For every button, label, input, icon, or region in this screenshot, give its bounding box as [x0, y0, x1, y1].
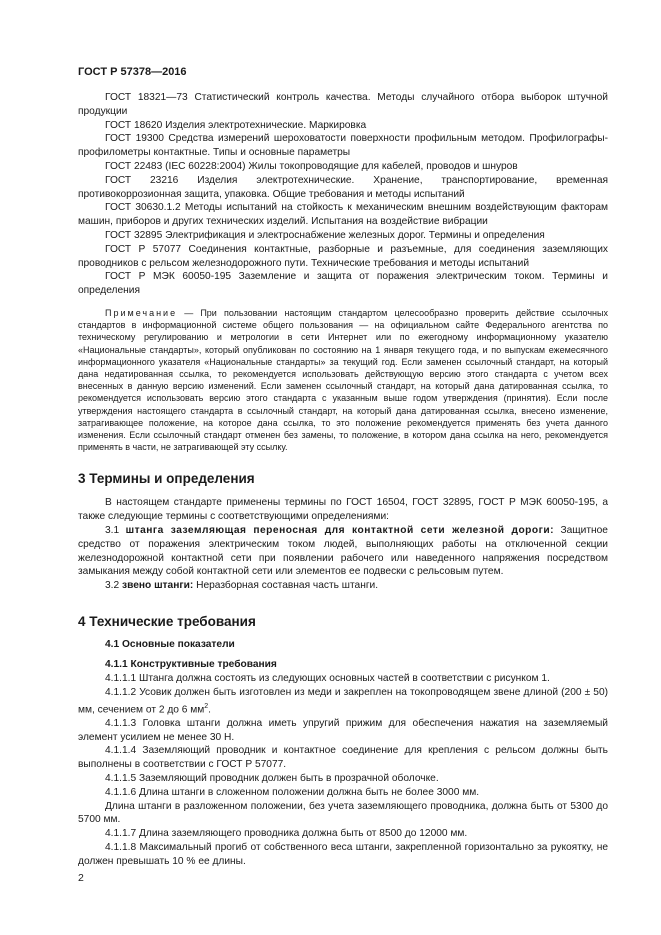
reference-item: ГОСТ 23216 Изделия электротехнические. Хранение, транспортирование, временная противокоррозионная защита, упаковка. Общие требования и методы испытаний	[78, 174, 608, 200]
clause-4-1-1-7: 4.1.1.7 Длина заземляющего проводника должна быть от 8500 до 12000 мм.	[105, 828, 468, 840]
section-4-title: 4 Технические требования	[78, 613, 256, 629]
reference-item: ГОСТ 18620 Изделия электротехнические. Маркировка	[105, 119, 367, 131]
reference-item: ГОСТ 30630.1.2 Методы испытаний на стойкость к механическим внешним воздействующим факторам машин, приборов и других технических изделий. Испытания на воздействие вибрации	[78, 202, 608, 228]
term-definition: Защитное средство от поражения электрическим током людей, выполняющих работы на отключенной секции железнодорожной контактной сети при появлении рабочего или наведенного напряжения посредством замыкания между собой контактной сети или элементов ее подвески с рельсовым путем.	[78, 524, 608, 578]
clause-4-1-1-3: 4.1.1.3 Головка штанги должна иметь упругий прижим для обеспечения нажатия на заземляемый элемент усилием не менее 30 Н.	[78, 717, 608, 743]
clause-4-1-1-6: 4.1.1.6 Длина штанги в сложенном положении должна быть не более 3000 мм.	[105, 786, 480, 798]
term-number: 3.2	[105, 580, 122, 592]
clause-4-1-1-1: 4.1.1.1 Штанга должна состоять из следующих основных частей в соответствии с рисунком 1.	[105, 672, 550, 684]
reference-item: ГОСТ Р 57077 Соединения контактные, разборные и разъемные, для соединения заземляющих проводников с рельсом железнодорожного пути. Технические требования и методы испытаний	[78, 243, 608, 269]
clause-text: 4.1.1.2 Усовик должен быть изготовлен из меди и закреплен на токопроводящем звене длиной (200 ± 50) мм, сечением от 2 до 6 мм	[78, 686, 608, 715]
page-number: 2	[78, 872, 84, 884]
subsection-4-1-1-title: 4.1.1 Конструктивные требования	[105, 658, 277, 670]
reference-item: ГОСТ 22483 (IEC 60228:2004) Жилы токопроводящие для кабелей, проводов и шнуров	[105, 160, 518, 172]
clause-text-end: .	[208, 703, 212, 715]
subsection-4-1-title: 4.1 Основные показатели	[105, 638, 235, 650]
clause-4-1-1-6-cont: Длина штанги в разложенном положении, без учета заземляющего проводника, должна быть от 5300 до 5700 мм.	[78, 800, 608, 826]
term-name: штанга заземляющая переносная для контактной сети железной дороги:	[125, 524, 555, 536]
term-3-2	[78, 579, 608, 593]
note-paragraph	[78, 307, 608, 453]
reference-item: ГОСТ 32895 Электрификация и электроснабжение железных дорог. Термины и определения	[105, 229, 545, 241]
section-3-intro: В настоящем стандарте применены термины по ГОСТ 16504, ГОСТ 32895, ГОСТ Р МЭК 60050-195, а также следующие термины с соответствующими определениями:	[78, 497, 608, 523]
clause-4-1-1-5: 4.1.1.5 Заземляющий проводник должен быть в прозрачной оболочке.	[105, 772, 439, 784]
reference-item: ГОСТ 19300 Средства измерений шероховатости поверхности профильным методом. Профилографы-профилометры контактные. Типы и основные параметры	[78, 133, 608, 159]
document-header: ГОСТ Р 57378—2016	[78, 66, 187, 78]
normative-references	[78, 91, 608, 298]
section-3-body	[78, 496, 608, 593]
clause-4-1-1-4: 4.1.1.4 Заземляющий проводник и контактное соединение для крепления с рельсом должны быть выполнены в соответствии с ГОСТ Р 57077.	[78, 745, 608, 771]
section-4-body	[78, 672, 608, 869]
section-3-title: 3 Термины и определения	[78, 471, 255, 487]
clause-4-1-1-2	[78, 686, 608, 717]
term-name: звено штанги:	[122, 580, 194, 592]
reference-item: ГОСТ Р МЭК 60050-195 Заземление и защита от поражения электрическим током. Термины и определения	[78, 271, 608, 297]
term-definition: Неразборная составная часть штанги.	[193, 580, 379, 592]
page-content	[78, 91, 608, 869]
reference-item: ГОСТ 18321—73 Статистический контроль качества. Методы случайного отбора выборок штучной продукции	[78, 92, 608, 117]
superscript: 2	[204, 702, 209, 710]
note-text: — При пользовании настоящим стандартом целесообразно проверить действие ссылочных стандартов в информационной системе общего пользования — на официальном сайте Федерального агентства по техническому регулированию и метрологии в сети Интернет или по ежегодному информационному указателю «Национальные стандарты», который опубликован по состоянию на 1 января текущего года, и по выпускам ежемесячного информационного указателя «Национальные стандарты» за текущий год. Если заменен ссылочный стандарт, на который дана недатированная ссылка, то рекомендуется использовать действующую версию этого стандарта с учетом всех внесенных в данную версию изменений. Если заменен ссылочный стандарт, на который дана датированная ссылка, то рекомендуется использовать версию этого стандарта с указанным выше годом утверждения (принятия). Если после утверждения настоящего стандарта в ссылочный стандарт, на который дана датированная ссылка, внесено изменение, затрагивающее положение, на которое дана ссылка, то это положение рекомендуется применять без учета данного изменения. Если ссылочный стандарт отменен без замены, то положение, в котором дана ссылка на него, рекомендуется применять в части, не затрагивающей эту ссылку.	[78, 307, 608, 453]
term-number: 3.1	[105, 524, 126, 536]
term-3-1	[78, 524, 608, 579]
note-label: Примечание	[105, 307, 178, 318]
clause-4-1-1-8: 4.1.1.8 Максимальный прогиб от собственного веса штанги, закрепленной горизонтально за рукоятку, не должен превышать 10 % ее длины.	[78, 841, 608, 867]
